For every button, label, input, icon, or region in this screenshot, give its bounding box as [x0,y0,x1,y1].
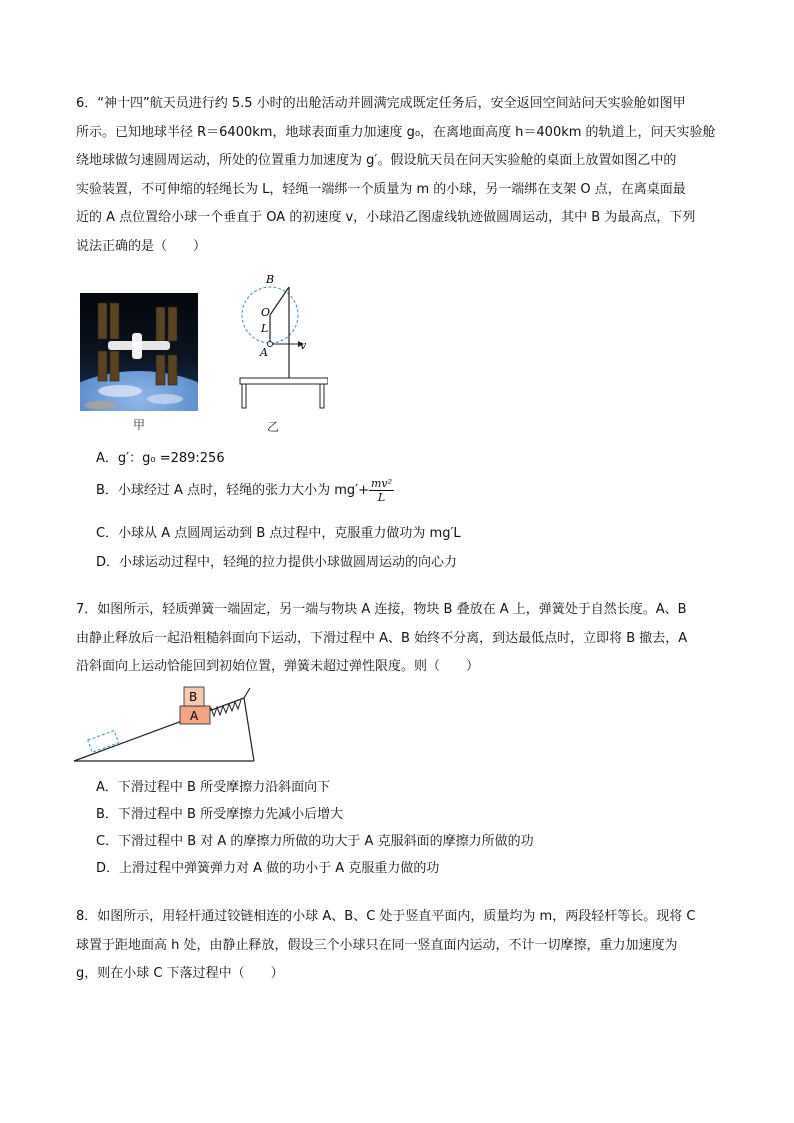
wall [244,688,250,698]
q7-option-b: B．下滑过程中 B 所受摩擦力先减小后增大 [96,807,344,822]
q6-line: 实验装置，不可伸缩的轻绳长为 L，轻绳一端绑一个质量为 m 的小球，另一端绑在支架 O 点，在离桌面最 [76,181,686,197]
question-8-text [76,903,726,989]
q8-line: 球置于距地面高 h 处，由静止释放，假设三个小球只在同一竖直面内运动，不计一切摩擦，重力加速度为 [76,937,678,953]
q6-line: 说法正确的是（ ） [76,238,207,254]
q6-line: 所示。已知地球半径 R＝6400km，地球表面重力加速度 g₀，在离地面高度 h＝400km 的轨道上，问天实验舱 [76,124,716,140]
small-ball [268,342,273,347]
q6-line: 绕地球做匀速圆周运动，所处的位置重力加速度为 g′。假设航天员在问天实验舱的桌面上放置如图乙中的 [76,153,677,168]
q6-option-a: A．g′：g₀ =289:256 [96,451,225,466]
incline-spring-diagram [72,680,262,764]
space-station-photo [80,293,198,411]
q7-line: 由静止释放后一起沿粗糙斜面向下运动，下滑过程中 A、B 始终不分离，到达最低点时，立即将 B 撤去，A [76,630,688,646]
label-block-A: A [190,709,199,723]
table [240,378,328,384]
q7-line: 沿斜面向上运动恰能回到初始位置，弹簧未超过弹性限度。则（ ） [76,659,480,674]
q6-line: 6．“神十四”航天员进行约 5.5 小时的出舱活动并圆满完成既定任务后，安全返回空间站问天实验舱如图甲 [76,96,686,111]
q6-option-b: B．小球经过 A 点时，轻绳的张力大小为 mg′+ $\frac{\text{mv²}}{L}$ [96,477,393,504]
label-O: O [261,306,271,319]
label-L: L [261,322,269,335]
question-7-text [76,596,726,682]
label-v: v [300,339,307,352]
pendulum-apparatus-diagram [228,270,328,415]
label-B: B [266,273,275,286]
q6-line: 近的 A 点位置给小球一个垂直于 OA 的初速度 v，小球沿乙图虚线轨迹做圆周运动，其中 B 为最高点，下列 [76,210,696,225]
figure-caption-yi: 乙 [267,420,280,434]
label-block-B: B [189,690,198,704]
q8-line: g，则在小球 C 下落过程中（ ） [76,966,284,981]
q6-option-c: C．小球从 A 点圆周运动到 B 点过程中，克服重力做功为 mg′L [96,526,461,541]
q7-line: 7．如图所示，轻质弹簧一端固定，另一端与物块 A 连接，物块 B 叠放在 A 上，弹簧处于自然长度。A、B [76,602,687,617]
q7-option-d: D．上滑过程中弹簧弹力对 A 做的功小于 A 克服重力做的功 [96,861,440,876]
incline-surface [74,698,244,761]
figure-caption-jia: 甲 [133,418,146,432]
q7-option-c: C．下滑过程中 B 对 A 的摩擦力所做的功大于 A 克服斜面的摩擦力所做的功 [96,834,534,849]
spring [208,700,241,716]
fraction-mv2-over-L: $\frac{\text{mv²}}{L}$ [370,477,393,504]
dashed-block-outline [88,731,119,753]
q8-line: 8．如图所示，用轻杆通过铰链相连的小球 A、B、C 处于竖直平面内，质量均为 m，两段轻杆等长。现将 C [76,909,696,924]
q6-option-d: D．小球运动过程中，轻绳的拉力提供小球做圆周运动的向心力 [96,555,458,570]
q7-option-a: A．下滑过程中 B 所受摩擦力沿斜面向下 [96,780,331,795]
question-6-text [76,90,726,261]
label-A: A [260,346,268,359]
